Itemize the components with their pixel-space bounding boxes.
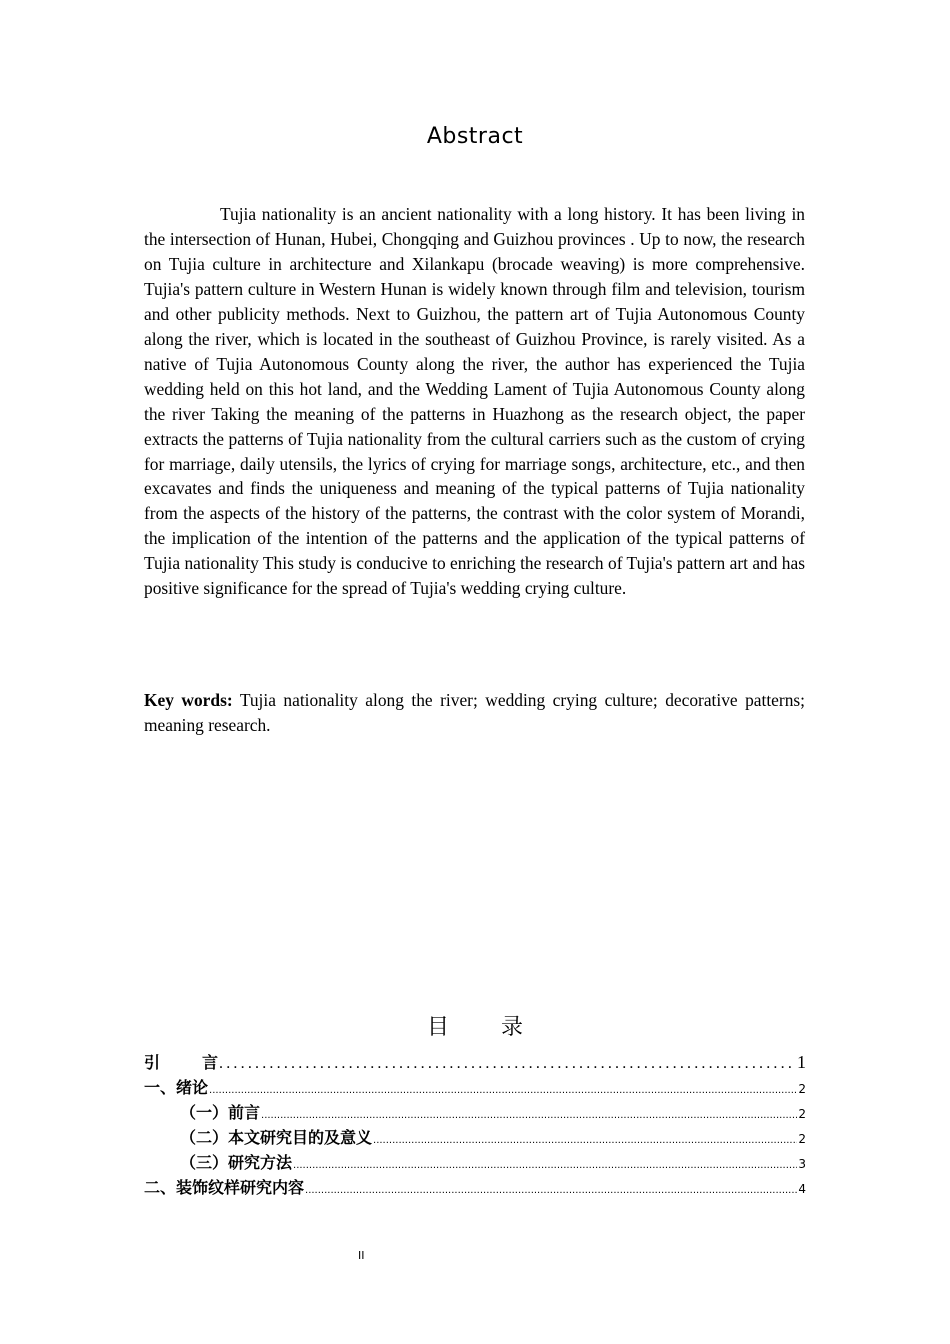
toc-entry-introduction[interactable] (144, 1050, 806, 1075)
toc-entry-chapter-1[interactable] (144, 1075, 806, 1100)
toc-leader-dots (293, 1160, 797, 1171)
toc-entry-label: 引 言 (144, 1053, 219, 1072)
toc-entry-page: 2 (798, 1132, 806, 1146)
toc-entry-label: （三）研究方法 (180, 1153, 293, 1172)
toc-entry-page: 2 (798, 1107, 806, 1121)
toc-entry-label: （一）前言 (180, 1103, 261, 1122)
abstract-body: Tujia nationality is an ancient nationality with a long history. It has been living in the intersection of Hunan, Hubei, Chongqing and Guizhou provinces . Up to now, the research on Tujia culture in architecture and Xilankapu (brocade weaving) is more comprehensive. Tujia's pattern culture in Western Hunan is widely known through film and television, tourism and other publicity methods. Next to Guizhou, the pattern art of Tujia Autonomous County along the river, which is located in the southeast of Guizhou Province, is rarely visited. As a native of Tujia Autonomous County along the river, the author has experienced the Tujia wedding held on this hot land, and the Wedding Lament of Tujia Autonomous County along the river Taking the meaning of the patterns in Huazhong as the research object, the paper extracts the patterns of Tujia nationality from the cultural carriers such as the custom of crying for marriage, daily utensils, the lyrics of crying for marriage songs, architecture, etc., and then excavates and finds the uniqueness and meaning of the typical patterns of Tujia nationality from the aspects of the history of the patterns, the contrast with the color system of Morandi, the implication of the intention of the patterns and the application of the typical patterns of Tujia nationality This study is conducive to enriching the research of Tujia's pattern art and has positive significance for the spread of Tujia's wedding crying culture. (144, 204, 805, 599)
toc-leader-dots (209, 1085, 797, 1096)
page-number: II (358, 1249, 365, 1262)
toc-entry-page: 1 (797, 1052, 806, 1072)
toc-title-char-2: 录 (501, 1015, 524, 1040)
toc-leader-dots (305, 1185, 797, 1196)
toc-entry-section-1-3[interactable] (144, 1150, 806, 1175)
keywords-text: Tujia nationality along the river; wedding crying culture; decorative patterns; meaning research. (144, 690, 805, 735)
toc-entry-section-1-1[interactable] (144, 1100, 806, 1125)
toc-leader-dots (373, 1135, 797, 1146)
keywords-label: Key words: (144, 690, 233, 710)
toc-entry-page: 2 (798, 1082, 806, 1096)
abstract-title: Abstract (426, 124, 524, 149)
table-of-contents (144, 1050, 806, 1200)
keywords-paragraph (144, 688, 805, 738)
toc-leader-dots (219, 1055, 796, 1073)
toc-entry-chapter-2[interactable] (144, 1175, 806, 1200)
toc-entry-page: 4 (798, 1182, 806, 1196)
toc-entry-label: 二、装饰纹样研究内容 (144, 1178, 305, 1197)
toc-title (0, 1010, 950, 1041)
toc-entry-page: 3 (798, 1157, 806, 1171)
toc-leader-dots (261, 1110, 797, 1121)
toc-entry-label: 一、绪论 (144, 1078, 209, 1097)
toc-entry-section-1-2[interactable] (144, 1125, 806, 1150)
toc-entry-label: （二）本文研究目的及意义 (180, 1128, 373, 1147)
toc-title-char-1: 目 (426, 1015, 449, 1040)
